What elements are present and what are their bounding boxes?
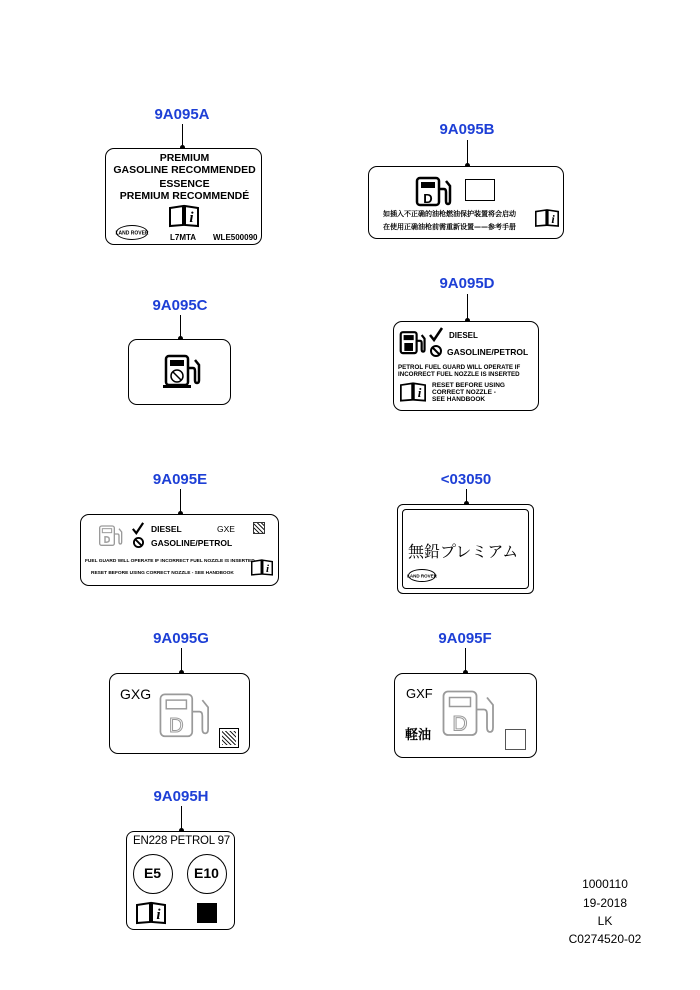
svg-text:i: i bbox=[156, 907, 161, 923]
check-icon bbox=[132, 522, 144, 534]
e10-badge bbox=[187, 854, 227, 894]
japanese-premium-unleaded-text: 無鉛プレミアム bbox=[408, 542, 519, 561]
svg-text:LAND ROVER: LAND ROVER bbox=[407, 573, 437, 579]
gasoline-petrol-text: GASOLINE/PETROL bbox=[151, 538, 233, 548]
svg-text:i: i bbox=[551, 211, 555, 226]
hatched-square bbox=[253, 522, 265, 534]
gxf-code-text: GXF bbox=[406, 686, 433, 701]
label-03050 bbox=[397, 504, 534, 594]
label-9a095f bbox=[394, 673, 537, 758]
label-9a095d bbox=[393, 321, 539, 411]
leader-line bbox=[467, 294, 468, 321]
gxe-code-text: GXE bbox=[217, 524, 235, 534]
svg-text:LAND ROVER: LAND ROVER bbox=[115, 230, 149, 237]
handbook-icon bbox=[251, 559, 273, 576]
label-9a095b bbox=[368, 166, 564, 239]
chinese-warning-line-1: 如插入不正确的油枪燃油保护装置将会启动 bbox=[383, 210, 516, 218]
svg-text:i: i bbox=[265, 562, 270, 575]
e10-text: E10 bbox=[194, 865, 219, 881]
gasoline-petrol-text: GASOLINE/PETROL bbox=[447, 347, 529, 357]
handbook-icon bbox=[169, 205, 199, 227]
svg-text:i: i bbox=[189, 210, 194, 226]
part-code-9a095f: 9A095F bbox=[438, 630, 492, 647]
reset-text-2: CORRECT NOZZLE - bbox=[432, 389, 496, 396]
part-number-wle500090: WLE500090 bbox=[213, 233, 258, 242]
svg-text:D: D bbox=[452, 712, 468, 736]
label-9a095a bbox=[105, 148, 262, 245]
handbook-icon bbox=[135, 902, 167, 924]
prohibited-icon bbox=[133, 537, 144, 548]
reference-drawing-number: C0274520-02 bbox=[568, 932, 642, 946]
japanese-diesel-text: 軽油 bbox=[405, 728, 432, 743]
part-code-9a095c: 9A095C bbox=[152, 297, 208, 314]
reference-initials: LK bbox=[597, 914, 613, 928]
handbook-icon bbox=[400, 382, 426, 402]
fuel-guard-warning-2: INCORRECT FUEL NOZZLE IS INSERTED bbox=[398, 371, 520, 378]
hatched-square bbox=[219, 728, 239, 748]
fuel-guard-warning-1: PETROL FUEL GUARD WILL OPERATE IF bbox=[398, 364, 521, 371]
reference-date: 19-2018 bbox=[582, 896, 628, 910]
label-9a095h bbox=[126, 831, 235, 930]
land-rover-logo bbox=[408, 569, 436, 582]
diesel-text: DIESEL bbox=[449, 331, 478, 340]
label-9a095c bbox=[128, 339, 231, 405]
label-line-premium: PREMIUM bbox=[159, 152, 210, 164]
land-rover-logo bbox=[116, 225, 148, 240]
en228-petrol-97-text: EN228 PETROL 97 bbox=[133, 835, 230, 847]
label-line-premium-recommande: PREMIUM RECOMMENDÉ bbox=[119, 190, 250, 202]
gxg-code-text: GXG bbox=[120, 686, 152, 702]
fuel-pump-faint-icon bbox=[159, 690, 211, 742]
part-code-9a095b: 9A095B bbox=[439, 121, 495, 138]
black-square bbox=[197, 903, 217, 923]
fuel-pump-faint-icon bbox=[99, 523, 123, 549]
diesel-text: DIESEL bbox=[151, 524, 182, 534]
e5-text: E5 bbox=[143, 865, 162, 881]
reset-text-1: RESET BEFORE USING bbox=[432, 382, 505, 389]
chinese-warning-line-2: 在使用正确油枪前需重新设置——参考手册 bbox=[383, 223, 516, 231]
fuel-pump-faint-icon bbox=[442, 686, 496, 742]
label-9a095g bbox=[109, 673, 250, 754]
reset-text-3: SEE HANDBOOK bbox=[432, 396, 486, 403]
blank-square bbox=[505, 729, 526, 750]
part-code-03050: <03050 bbox=[440, 471, 492, 488]
svg-text:i: i bbox=[417, 385, 422, 401]
part-code-9a095g: 9A095G bbox=[153, 630, 209, 647]
handbook-icon bbox=[535, 209, 559, 227]
label-line-gasoline-recommended: GASOLINE RECOMMENDED bbox=[113, 164, 256, 176]
reference-number: 1000110 bbox=[582, 877, 628, 891]
part-code-9a095d: 9A095D bbox=[439, 275, 495, 292]
blank-square bbox=[465, 179, 495, 201]
part-code-9a095h: 9A095H bbox=[153, 788, 209, 805]
part-code-9a095a: 9A095A bbox=[154, 106, 210, 123]
label-line-essence: ESSENCE bbox=[159, 178, 210, 190]
prohibited-icon bbox=[430, 345, 442, 357]
fuel-pump-icon bbox=[416, 177, 452, 207]
svg-text:D: D bbox=[103, 534, 111, 545]
label-9a095e bbox=[80, 514, 279, 586]
fuel-pump-prohibited-icon bbox=[165, 354, 201, 388]
e5-badge bbox=[133, 854, 173, 894]
part-code-9a095e: 9A095E bbox=[152, 471, 208, 488]
fuel-guard-warning: FUEL GUARD WILL OPERATE IF INCORRECT FUEL NOZZLE IS INSERTED bbox=[85, 559, 255, 564]
part-number-l7mta: L7MTA bbox=[170, 233, 197, 242]
check-icon bbox=[429, 327, 443, 341]
reset-text: RESET BEFORE USING CORRECT NOZZLE - SEE HANDBOOK bbox=[91, 571, 234, 576]
svg-text:D: D bbox=[423, 191, 433, 206]
svg-text:D: D bbox=[169, 714, 184, 737]
fuel-pump-icon bbox=[400, 329, 426, 357]
